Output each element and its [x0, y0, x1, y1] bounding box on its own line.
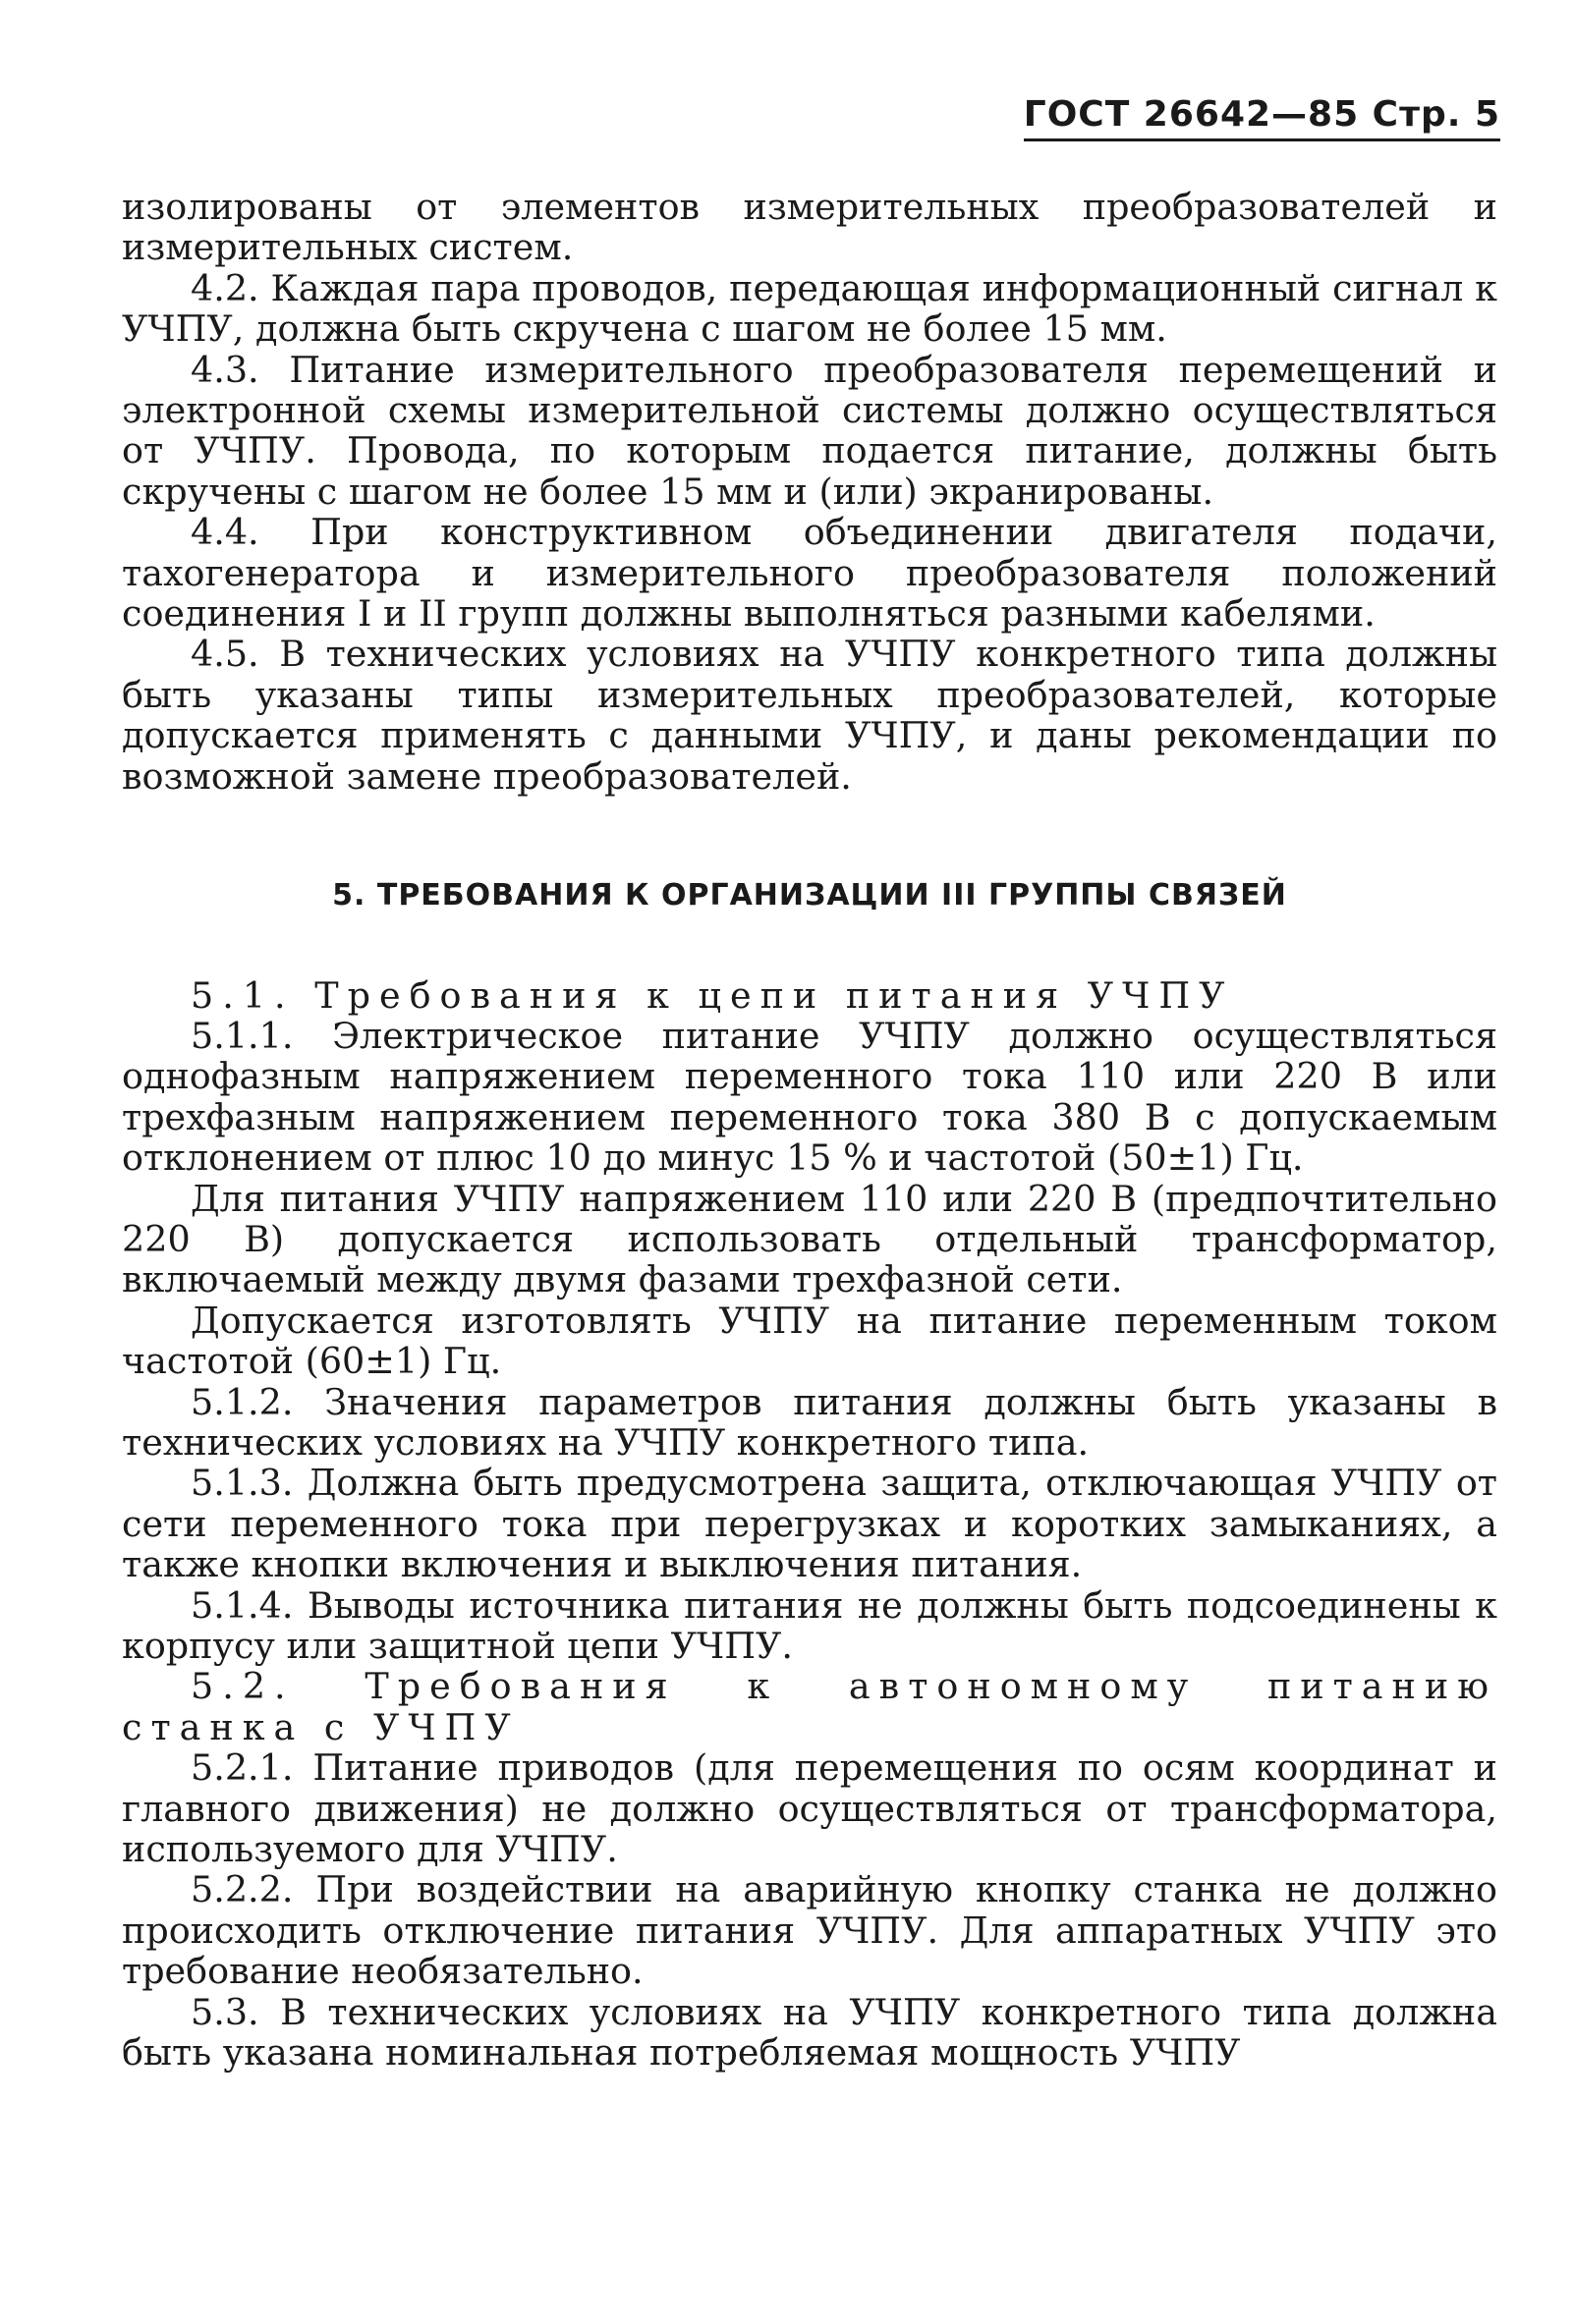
subsection-heading-5-1: 5.1. Требования к цепи питания УЧПУ: [191, 973, 1234, 1017]
paragraph-5-1-2: 5.1.2. Значения параметров питания должны быть указаны в технических условиях на УЧПУ конкретного типа.: [122, 1380, 1497, 1464]
page-header: ГОСТ 26642—85 Стр. 5: [1024, 94, 1500, 141]
paragraph-4-2: 4.2. Каждая пара проводов, передающая информационный сигнал к УЧПУ, должна быть скручена с шагом не более 15 мм.: [122, 266, 1497, 351]
paragraph-4-3: 4.3. Питание измерительного преобразователя перемещений и электронной схемы измерительной системы должно осуществляться от УЧПУ. Провода, по которым подается питание, должны быть скручены с шагом не более 15 мм и (или) экранированы.: [122, 348, 1497, 513]
paragraph-5-1-3: 5.1.3. Должна быть предусмотрена защита, отключающая УЧПУ от сети переменного тока при перегрузках и коротких замыканиях, а также кнопки включения и выключения питания.: [122, 1462, 1497, 1586]
paragraph-5-1-1: 5.1.1. Электрическое питание УЧПУ должно осуществляться однофазным напряжением переменного тока 110 или 220 В или трехфазным напряжением переменного тока 380 В с допускаемым отклонением от плюс 10 до минус 15 % и частотой (50±1) Гц.: [122, 1014, 1497, 1180]
paragraph-transformer: Для питания УЧПУ напряжением 110 или 220 В (предпочтительно 220 В) допускается использовать отдельный трансформатор, включаемый между двумя фазами трехфазной сети.: [122, 1177, 1497, 1301]
body-text: [122, 187, 1497, 2073]
paragraph-4-5: 4.5. В технических условиях на УЧПУ конкретного типа должны быть указаны типы измерительных преобразователей, которые допускается применять с данными УЧПУ, и даны рекомендации по возможной замене преобразователей.: [122, 633, 1497, 798]
paragraph-60hz: Допускается изготовлять УЧПУ на питание переменным током частотой (60±1) Гц.: [122, 1299, 1497, 1383]
paragraph-5-2-2: 5.2.2. При воздействии на аварийную кнопку станка не должно происходить отключение питания УЧПУ. Для аппаратных УЧПУ это требование необязательно.: [122, 1868, 1497, 1993]
section-title: 5. ТРЕБОВАНИЯ К ОРГАНИЗАЦИИ III ГРУППЫ СВЯЗЕЙ: [332, 878, 1287, 913]
paragraph-5-3: 5.3. В технических условиях на УЧПУ конкретного типа должна быть указана номинальная потребляемая мощность УЧПУ: [122, 1990, 1497, 2075]
paragraph-5-1-4: 5.1.4. Выводы источника питания не должны быть подсоединены к корпусу или защитной цепи УЧПУ.: [122, 1583, 1497, 1667]
subsection-heading-5-2: 5.2. Требования к автономному питанию станка с УЧПУ: [122, 1665, 1497, 1748]
paragraph-5-2-1: 5.2.1. Питание приводов (для перемещения по осям координат и главного движения) не должно осуществляться от трансформатора, используемого для УЧПУ.: [122, 1746, 1497, 1871]
paragraph-continuation: изолированы от элементов измерительных преобразователей и измерительных систем.: [122, 186, 1497, 269]
paragraph-4-4: 4.4. При конструктивном объединении двигателя подачи, тахогенератора и измерительного преобразователя положений соединения I и II групп должны выполняться разными кабелями.: [122, 511, 1497, 636]
